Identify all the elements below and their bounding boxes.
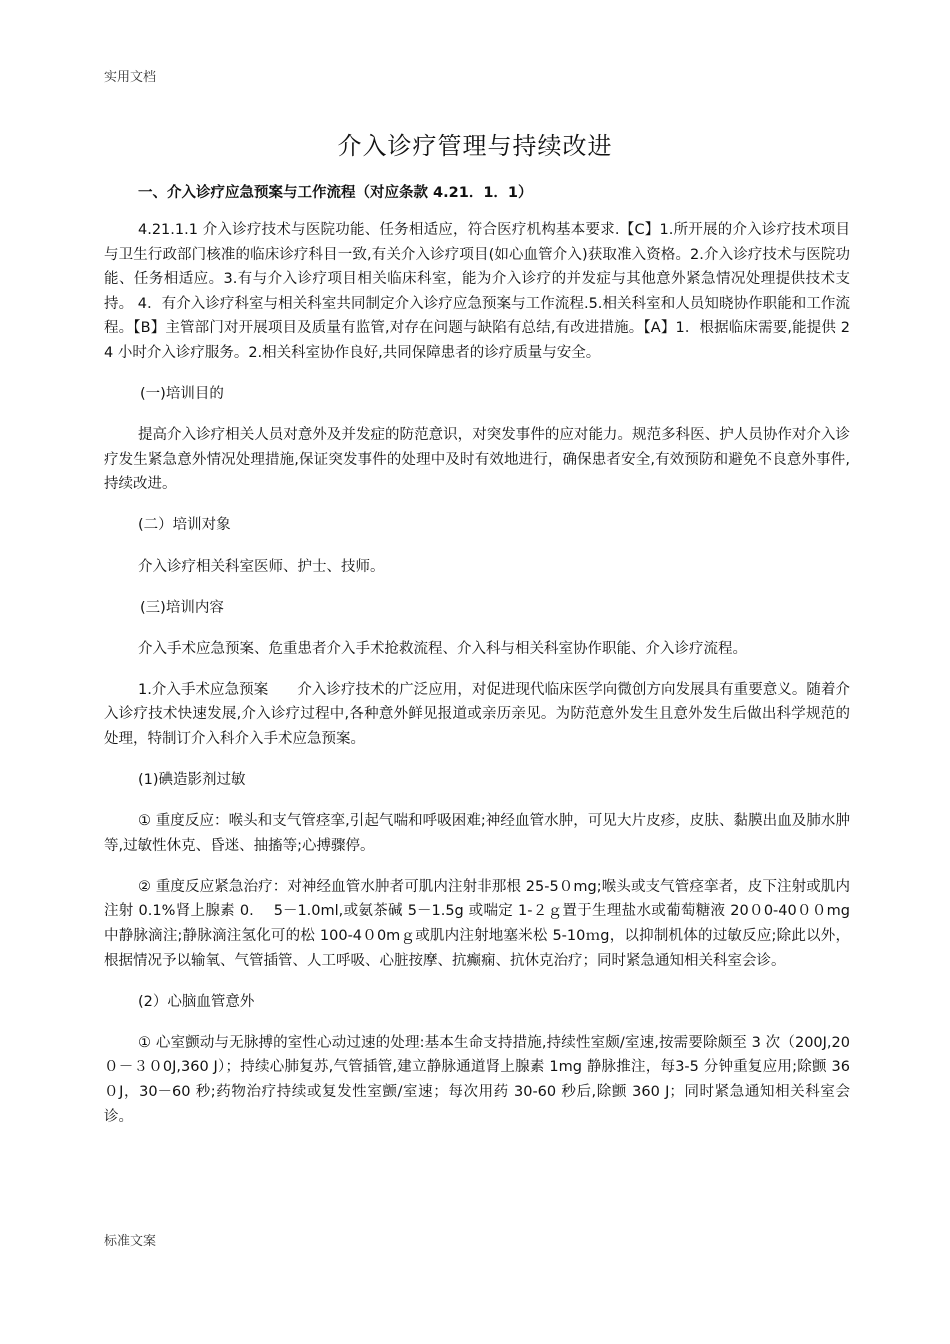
- subheading-training-purpose: (一)培训目的: [140, 386, 224, 403]
- document-title: 介入诊疗管理与持续改进: [337, 132, 613, 160]
- paragraph-training-content: 介入手术应急预案、危重患者介入手术抢救流程、介入科与相关科室协作职能、介入诊疗流程。: [138, 640, 747, 657]
- paragraph-ventricular-fibrillation: ① 心室颤动与无脉搏的室性心动过速的处理:基本生命支持措施,持续性室颇/室速,按需要除颇至 3 次（200J,20０－３０0J,360 J）；持续心肺复苏,气管插管,建立静脉通道肾上腺素 1mg 静脉推注，每3-5 分钟重复应用;除颤 36０J，30－60 秒;药物治疗持续或复发性室颤/室速；每次用药 30-60 秒后,除颤 360 J；同时紧急通知相关科室会诊。: [104, 1034, 850, 1125]
- subheading-training-target: (二）培训对象: [138, 517, 231, 534]
- document-body: [104, 218, 850, 1146]
- page-footer: 标准文案: [104, 1234, 157, 1249]
- subheading-cardio-cerebrovascular: (2）心脑血管意外: [138, 993, 255, 1010]
- subheading-training-content: (三)培训内容: [140, 599, 224, 616]
- paragraph-severe-reaction-treatment: ② 重度反应紧急治疗：对神经血管水肿者可肌内注射非那根 25-5０mg;喉头或支气管痉挛者，皮下注射或肌内注射 0.1%肾上腺素 0. 5－1.0ml,或氨茶碱 5－1.5g 或喘定 1-２ｇ置于生理盐水或葡萄糖液 20０0-40００mg 中静脉滴注;静脉滴注氢化可的松 100-4０0mｇ或肌内注射地塞米松 5-10ｍg，以抑制机体的过敏反应;除此以外，根据情况予以输氧、气管插管、人工呼吸、心脏按摩、抗癫痫、抗休克治疗；同时紧急通知相关科室会诊。: [104, 878, 850, 969]
- page-header: 实用文档: [104, 70, 157, 85]
- paragraph-training-target: 介入诊疗相关科室医师、护士、技师。: [138, 558, 385, 575]
- paragraph-training-purpose: 提高介入诊疗相关人员对意外及并发症的防范意识，对突发事件的应对能力。规范多科医、护人员协作对介入诊疗发生紧急意外情况处理措施,保证突发事件的处理中及时有效地进行，确保患者安全,有效预防和避免不良意外事件,持续改进。: [104, 427, 850, 493]
- paragraph-emergency-plan: 1.介入手术应急预案 介入诊疗技术的广泛应用，对促进现代临床医学向微创方向发展具有重要意义。随着介入诊疗技术快速发展,介入诊疗过程中,各种意外鲜见报道或亲历亲见。为防范意外发生且意外发生后做出科学规范的处理，特制订介入科介入手术应急预案。: [104, 681, 850, 747]
- subheading-contrast-allergy: (1)碘造影剂过敏: [138, 772, 246, 789]
- section-heading: 一、介入诊疗应急预案与工作流程（对应条款 4.21．1．1）: [138, 185, 533, 201]
- paragraph-severe-reaction: ① 重度反应：喉头和支气管痉挛,引起气喘和呼吸困难;神经血管水肿，可见大片皮疹，皮肤、黏膜出血及肺水肿等,过敏性休克、昏迷、抽搐等;心搏骤停。: [104, 813, 850, 854]
- paragraph-standard-clause: 4.21.1.1 介入诊疗技术与医院功能、任务相适应，符合医疗机构基本要求.【C】1.所开展的介入诊疗技术项目与卫生行政部门核准的临床诊疗科目一致,有关介入诊疗项目(如心血管介入)获取准入资格。2.介入诊疗技术与医院功能、任务相适应。3.有与介入诊疗项目相关临床科室，能为介入诊疗的并发症与其他意外紧急情况处理提供技术支持。 4．有介入诊疗科室与相关科室共同制定介入诊疗应急预案与工作流程.5.相关科室和人员知晓协作职能和工作流程。【B】主管部门对开展项目及质量有监管,对存在问题与缺陷有总结,有改进措施。【A】1．根据临床需要,能提供 24 小时介入诊疗服务。2.相关科室协作良好,共同保障患者的诊疗质量与安全。: [104, 222, 850, 361]
